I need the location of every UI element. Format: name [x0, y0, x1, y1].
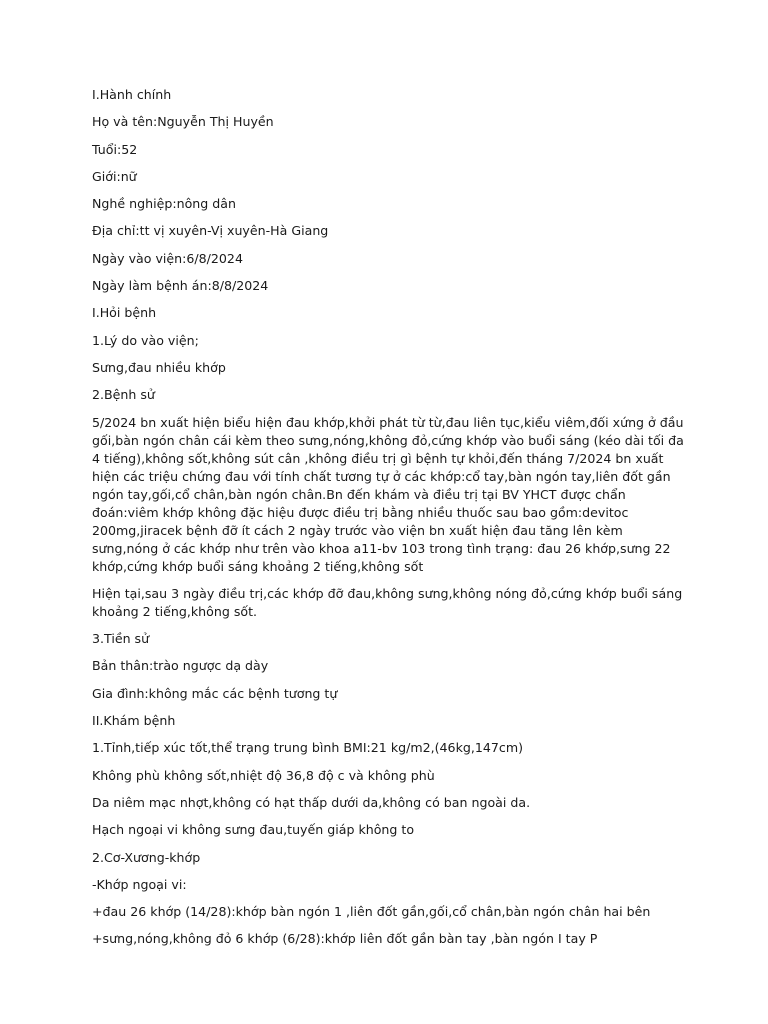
family-history: Gia đình:không mắc các bệnh tương tự: [92, 685, 338, 701]
document-body: [92, 86, 692, 958]
patient-name: Họ và tên:Nguyễn Thị Huyền: [92, 114, 274, 130]
peripheral-joints-heading: -Khớp ngoại vi:: [92, 876, 187, 892]
patient-gender: Giới:nữ: [92, 168, 137, 184]
musculoskeletal-heading: 2.Cơ-Xương-khớp: [92, 849, 201, 865]
section-heading-administrative: I.Hành chính: [92, 87, 172, 102]
reason-heading: 1.Lý do vào viện;: [92, 332, 199, 348]
illness-history-heading: 2.Bệnh sử: [92, 387, 155, 403]
current-status-text: Hiện tại,sau 3 ngày điều trị,các khớp đỡ đau,không sưng,không nóng đỏ,cứng khớp buổi sáng khoảng 2 tiếng,không sốt.: [92, 585, 683, 619]
exam-lymph-thyroid: Hạch ngoại vi không sưng đau,tuyến giáp không to: [92, 822, 415, 838]
illness-history-text: 5/2024 bn xuất hiện biểu hiện đau khớp,khởi phát từ từ,đau liên tục,kiểu viêm,đối xứng ở đầu gối,bàn ngón chân cái kèm theo sưng,nóng,không đỏ,cứng khớp vào buổi sáng (kéo dài tối đa 4 tiếng),không sốt,không sút cân ,không điều trị gì bệnh tự khỏi,đến tháng 7/2024 bn xuất hiện các triệu chứng đau với tính chất tương tự ở các khớp:cổ tay,bàn ngón tay,liên đốt gần ngón tay,gối,cổ chân,bàn ngón chân.Bn đến khám và điều trị tại BV YHCT được chẩn đoán:viêm khớp không đặc hiệu được điều trị bằng nhiều thuốc sau bao gồm:devitoc 200mg,jiracek bệnh đỡ ít cách 2 ngày trước vào viện bn xuất hiện đau tăng lên kèm sưng,nóng ở các khớp như trên vào khoa a11-bv 103 trong tình trạng: đau 26 khớp,sưng 22 khớp,cứng khớp buổi sáng khoảng 2 tiếng,không sốt: [92, 414, 684, 574]
exam-skin-mucosa: Da niêm mạc nhợt,không có hạt thấp dưới da,không có ban ngoài da.: [92, 794, 531, 810]
past-history-heading: 3.Tiền sử: [92, 631, 150, 647]
record-date: Ngày làm bệnh án:8/8/2024: [92, 278, 269, 294]
personal-history: Bản thân:trào ngược dạ dày: [92, 658, 269, 674]
general-exam: 1.Tỉnh,tiếp xúc tốt,thể trạng trung bình BMI:21 kg/m2,(46kg,147cm): [92, 740, 523, 756]
patient-occupation: Nghề nghiệp:nông dân: [92, 196, 236, 212]
swollen-joints: +sưng,nóng,không đỏ 6 khớp (6/28):khớp liên đốt gần bàn tay ,bàn ngón I tay P: [92, 931, 598, 947]
section-heading-examination: II.Khám bệnh: [92, 713, 176, 729]
admission-date: Ngày vào viện:6/8/2024: [92, 250, 243, 266]
section-heading-history-taking: I.Hỏi bệnh: [92, 305, 157, 321]
reason-text: Sưng,đau nhiều khớp: [92, 359, 226, 375]
patient-address: Địa chỉ:tt vị xuyên-Vị xuyên-Hà Giang: [92, 223, 329, 239]
painful-joints: +đau 26 khớp (14/28):khớp bàn ngón 1 ,liên đốt gần,gối,cổ chân,bàn ngón chân hai bên: [92, 904, 651, 920]
exam-fever-edema: Không phù không sốt,nhiệt độ 36,8 độ c và không phù: [92, 767, 435, 783]
patient-age: Tuổi:52: [92, 141, 138, 157]
